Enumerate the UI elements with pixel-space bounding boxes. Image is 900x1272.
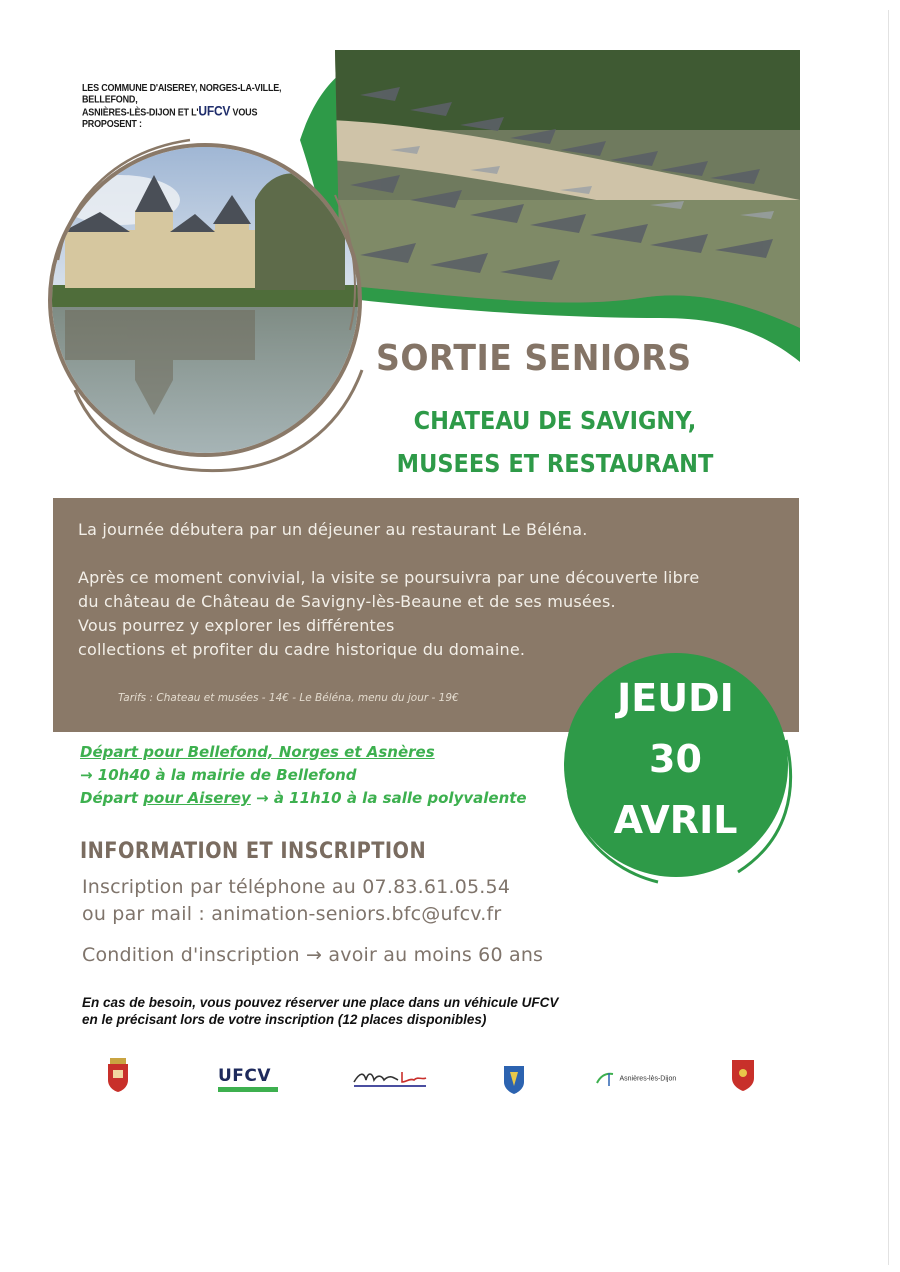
ufcv-logo: UFCV	[218, 1066, 280, 1092]
subtitle-line-2: MUSEES ET RESTAURANT	[396, 449, 714, 478]
info-title: INFORMATION ET INSCRIPTION	[80, 839, 427, 864]
info-phone: Inscription par téléphone au 07.83.61.05.54	[82, 876, 511, 898]
asnieres-logo: Asnières-lès-Dijon	[595, 1070, 676, 1088]
departure-line-1: Départ pour Bellefond, Norges et Asnères	[80, 743, 435, 761]
description-line-3: Vous pourrez y explorer les différentes	[78, 616, 395, 635]
date-number: 30	[649, 737, 702, 781]
page-title: SORTIE SENIORS	[376, 338, 692, 379]
vehicle-note-line-1: En cas de besoin, vous pouvez réserver une place dans un véhicule UFCV	[82, 995, 559, 1010]
organizers-header	[82, 82, 312, 129]
info-email: ou par mail : animation-seniors.bfc@ufcv.fr	[82, 903, 502, 925]
description-line-2: du château de Château de Savigny-lès-Beaune et de ses musées.	[78, 592, 616, 611]
date-month: AVRIL	[613, 798, 738, 842]
description-line-4: collections et profiter du cadre historique du domaine.	[78, 640, 526, 659]
departure-line-2: → 10h40 à la mairie de Bellefond	[80, 766, 357, 784]
departure-line-3: Départ pour Aiserey → à 11h10 à la salle polyvalente	[80, 789, 527, 807]
organizers-line-1: LES COMMUNE D'AISEREY, NORGES-LA-VILLE, BELLEFOND,	[82, 82, 282, 105]
event-date	[573, 668, 778, 851]
bellefond-coat-of-arms-icon	[730, 1058, 756, 1092]
norges-coat-of-arms-icon	[502, 1064, 526, 1096]
description-line-1: Après ce moment convivial, la visite se poursuivra par une découverte libre	[78, 568, 700, 587]
date-day: JEUDI	[617, 676, 734, 720]
asnieres-leaf-icon	[595, 1071, 615, 1087]
organizers-line-2: ASNIÈRES-LÈS-DIJON ET L'UFCV VOUS PROPOSENT :	[82, 102, 258, 130]
vehicle-note-line-2: en le précisant lors de votre inscription (12 places disponibles)	[82, 1012, 487, 1027]
info-condition: Condition d'inscription → avoir au moins 60 ans	[82, 944, 544, 966]
tarifs-text: Tarifs : Chateau et musées - 14€ - Le Béléna, menu du jour - 19€	[118, 692, 459, 704]
aiserey-coat-of-arms-icon	[104, 1056, 132, 1094]
description-intro: La journée débutera par un déjeuner au restaurant Le Béléna.	[78, 520, 588, 539]
ufcv-inline-logo: UFCV	[198, 102, 231, 119]
subtitle-line-1: CHATEAU DE SAVIGNY,	[413, 406, 697, 435]
mona-lisa-logo-icon	[352, 1068, 428, 1090]
